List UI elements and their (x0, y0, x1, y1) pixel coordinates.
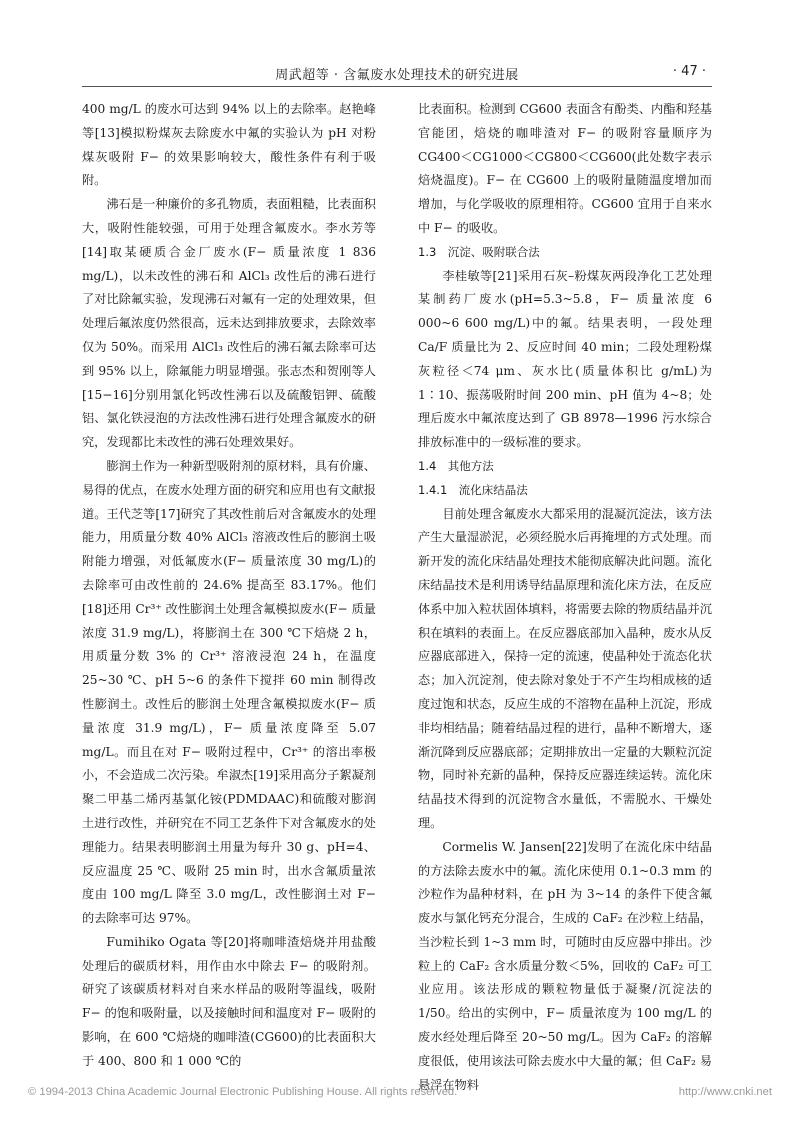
subsection-heading: 1.4.1 流化床结晶法 (418, 482, 528, 497)
right-column (418, 98, 712, 1097)
running-title: 周武超等 · 含氟废水处理技术的研究进展 (275, 68, 519, 83)
paragraph: 比表面积。检测到 CG600 表面含有酚类、内酯和羟基官能团，焙烧的咖啡渣对 F− 的吸附容量顺序为 CG400＜CG1000＜CG800＜CG600(此处数字表示焙烧温度)。F− 在 CG600 上的吸附量随温度增加而增加，与化学吸收的原理相符。CG600 宜用于自来水中 F− 的吸收。 (418, 102, 712, 235)
section-heading: 1.4 其他方法 (418, 458, 494, 473)
page-number: · 47 · (672, 64, 706, 79)
section-heading: 1.3 沉淀、吸附联合法 (418, 244, 540, 259)
copyright-notice: © 1994-2013 China Academic Journal Electronic Publishing House. All rights reserved. (28, 1086, 458, 1098)
paragraph: Cormelis W. Jansen[22]发明了在流化床中结晶的方法除去废水中的氟。流化床使用 0.1~0.3 mm 的沙粒作为晶种材料，在 pH 为 3~14 的条件下使含氟废水与氯化钙充分混合，生成的 CaF₂ 在沙粒上结晶，当沙粒长到 1~3 mm 时，可随时由反应器中排出。沙粒上的 CaF₂ 含水质量分数＜5%，回收的 CaF₂ 可工业应用。该法形成的颗粒物量低于凝聚/沉淀法的 1/50。给出的实例中，F− 质量浓度为 100 mg/L 的废水经处理后降至 20~50 mg/L。因为 CaF₂ 的溶解度很低，使用该法可除去废水中大量的氟；但 CaF₂ 易悬浮在物料 (418, 839, 712, 1092)
paragraph: 目前处理含氟废水大都采用的混凝沉淀法，该方法产生大量湿淤泥，必须经脱水后再掩埋的方式处理。而新开发的流化床结晶处理技术能彻底解决此问题。流化床结晶技术是利用诱导结晶原理和流化床方法，在反应体系中加入粒状固体填料，将需要去除的物质结晶并沉积在填料的表面上。在反应器底部加入晶种，废水从反应器底部进入，保持一定的流速，使晶种处于流态化状态；加入沉淀剂，使去除对象处于不产生均相成核的适度过饱和状态，反应生成的不溶物在晶种上沉淀，形成非均相结晶；随着结晶过程的进行，晶种不断增大，逐渐沉降到反应器底部；定期排放出一定量的大颗粒沉淀物，同时补充新的晶种，保持反应器连续运转。流化床结晶技术得到的沉淀物含水量低，不需脱水、干燥处理。 (418, 506, 712, 830)
paragraph: 膨润土作为一种新型吸附剂的原材料，具有价廉、易得的优点，在废水处理方面的研究和应用也有文献报道。王代芝等[17]研究了其改性前后对含氟废水的处理能力，用质量分数 40% AlCl₃ 溶液改性后的膨润土吸附能力增强，对低氟废水(F− 质量浓度 30 mg/L)的去除率可由改性前的 24.6% 提高至 83.17%。他们[18]还用 Cr³⁺ 改性膨润土处理含氟模拟废水(F− 质量浓度 31.9 mg/L)，将膨润土在 300 ℃下焙烧 2 h，用质量分数 3% 的 Cr³⁺ 溶液浸泡 24 h，在温度 25~30 ℃、pH 5~6 的条件下搅拌 60 min 制得改性膨润土。改性后的膨润土处理含氟模拟废水(F− 质量浓度 31.9 mg/L)，F− 质量浓度降至 5.07 mg/L。而且在对 F− 吸附过程中，Cr³⁺ 的溶出率极小，不会造成二次污染。牟淑杰[19]采用高分子絮凝剂聚二甲基二烯丙基氯化铵(PDMDAAC)和硫酸对膨润土进行改性，并研究在不同工艺条件下对含氟废水的处理能力。结果表明膨润土用量为每升 30 g、pH=4、反应温度 25 ℃、吸附 25 min 时，出水含氟质量浓度由 100 mg/L 降至 3.0 mg/L，改性膨润土对 F− 的去除率可达 97%。 (82, 458, 376, 926)
footer-url: http://www.cnki.net (678, 1086, 772, 1098)
paragraph: 400 mg/L 的废水可达到 94% 以上的去除率。赵艳峰等[13]模拟粉煤灰去除废水中氟的实验认为 pH 对粉煤灰吸附 F− 的效果影响较大，酸性条件有利于吸附。 (82, 102, 376, 188)
running-header (82, 60, 712, 87)
paragraph: 李桂敏等[21]采用石灰–粉煤灰两段净化工艺处理某制药厂废水(pH=5.3~5.8，F− 质量浓度 6 000~6 600 mg/L)中的氟。结果表明，一段处理 Ca/F 质量比为 2、反应时间 40 min；二段处理粉煤灰粒径＜74 μm、灰水比(质量体积比 g/mL)为 1∶10、振荡吸附时间 200 min、pH 值为 4~8；处理后废水中氟浓度达到了 GB 8978—1996 污水综合排放标准中的一级标准的要求。 (418, 268, 712, 450)
left-column (82, 98, 376, 1074)
paragraph: Fumihiko Ogata 等[20]将咖啡渣焙烧并用盐酸处理后的碳质材料，用作由水中除去 F− 的吸附剂。研究了该碳质材料对自来水样品的吸附等温线，吸附 F− 的饱和吸附量，以及接触时间和温度对 F− 吸附的影响，在 600 ℃焙烧的咖啡渣(CG600)的比表面积大于 400、800 和 1 000 ℃的 (82, 934, 376, 1068)
paragraph: 沸石是一种廉价的多孔物质，表面粗糙，比表面积大，吸附性能较强，可用于处理含氟废水。李水芳等[14]取某硬质合金厂废水(F− 质量浓度 1 836 mg/L)，以未改性的沸石和 AlCl₃ 改性后的沸石进行了对比除氟实验，发现沸石对氟有一定的处理效果，但处理后氟浓度仍然很高，远未达到排放要求，去除效率仅为 50%。而采用 AlCl₃ 改性后的沸石氟去除率可达到 95% 以上，除氟能力明显增强。张志杰和贺刚等人[15−16]分别用氯化钙改性沸石以及硫酸铝钾、硫酸铝、氯化铁浸泡的方法改性沸石进行处理含氟废水的研究，发现都比未改性的沸石处理效果好。 (82, 197, 376, 450)
